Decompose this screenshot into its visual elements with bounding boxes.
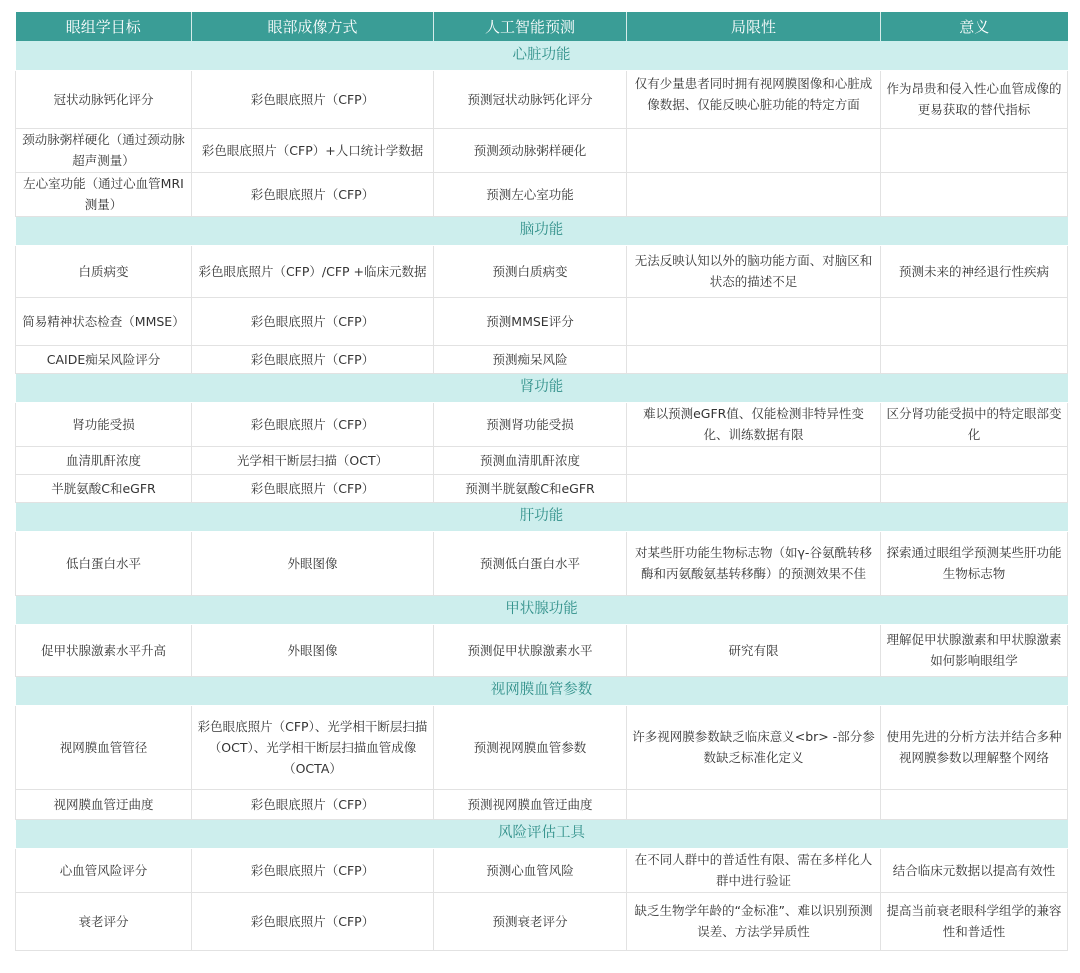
- imaging-cell: 彩色眼底照片（CFP）: [192, 345, 434, 373]
- target-cell: 左心室功能（通过心血管MRI测量）: [16, 172, 192, 216]
- limitation-cell: [627, 345, 881, 373]
- imaging-cell: 彩色眼底照片（CFP）: [192, 474, 434, 502]
- prediction-cell: 预测冠状动脉钙化评分: [434, 70, 627, 128]
- section-title: 脑功能: [16, 216, 1068, 245]
- section-row: [16, 595, 1068, 624]
- significance-cell: [881, 345, 1068, 373]
- table-row: [16, 789, 1068, 819]
- target-cell: 促甲状腺激素水平升高: [16, 624, 192, 676]
- imaging-cell: 彩色眼底照片（CFP）: [192, 70, 434, 128]
- header-target: 眼组学目标: [16, 12, 192, 41]
- significance-cell: 使用先进的分析方法并结合多种视网膜参数以理解整个网络: [881, 705, 1068, 789]
- prediction-cell: 预测痴呆风险: [434, 345, 627, 373]
- limitation-cell: 缺乏生物学年龄的“金标准”、难以识别预测误差、方法学异质性: [627, 892, 881, 950]
- section-title: 心脏功能: [16, 41, 1068, 70]
- table-row: [16, 128, 1068, 172]
- imaging-cell: 彩色眼底照片（CFP）: [192, 789, 434, 819]
- section-row: [16, 676, 1068, 705]
- prediction-cell: 预测肾功能受损: [434, 402, 627, 446]
- header-significance: 意义: [881, 12, 1068, 41]
- section-title: 肾功能: [16, 373, 1068, 402]
- table-row: [16, 624, 1068, 676]
- significance-cell: 结合临床元数据以提高有效性: [881, 848, 1068, 892]
- limitation-cell: [627, 70, 881, 128]
- table-row: [16, 70, 1068, 128]
- significance-cell: [881, 789, 1068, 819]
- table-row: [16, 172, 1068, 216]
- limitation-cell: [627, 128, 881, 172]
- target-cell: 白质病变: [16, 245, 192, 297]
- section-row: [16, 41, 1068, 70]
- section-title: 肝功能: [16, 502, 1068, 531]
- significance-cell: 理解促甲状腺激素和甲状腺激素如何影响眼组学: [881, 624, 1068, 676]
- prediction-cell: 预测视网膜血管参数: [434, 705, 627, 789]
- prediction-cell: 预测半胱氨酸C和eGFR: [434, 474, 627, 502]
- significance-cell: 提高当前衰老眼科学组学的兼容性和普适性: [881, 892, 1068, 950]
- limitation-cell: [627, 474, 881, 502]
- table-row: [16, 531, 1068, 595]
- prediction-cell: 预测颈动脉粥样硬化: [434, 128, 627, 172]
- cell-text: 仅有少量患者同时拥有视网膜图像和心脏成像数据、仅能反映心脏功能的特定方面: [634, 76, 873, 112]
- section-row: [16, 373, 1068, 402]
- prediction-cell: 预测低白蛋白水平: [434, 531, 627, 595]
- target-cell: 肾功能受损: [16, 402, 192, 446]
- imaging-cell: 外眼图像: [192, 531, 434, 595]
- table-row: [16, 402, 1068, 446]
- section-title: 甲状腺功能: [16, 595, 1068, 624]
- limitation-cell: [627, 172, 881, 216]
- prediction-cell: 预测白质病变: [434, 245, 627, 297]
- target-cell: 低白蛋白水平: [16, 531, 192, 595]
- target-cell: 颈动脉粥样硬化（通过颈动脉超声测量）: [16, 128, 192, 172]
- target-cell: 视网膜血管管径: [16, 705, 192, 789]
- table-row: [16, 848, 1068, 892]
- limitation-cell: 难以预测eGFR值、仅能检测非特异性变化、训练数据有限: [627, 402, 881, 446]
- limitation-cell: 无法反映认知以外的脑功能方面、对脑区和状态的描述不足: [627, 245, 881, 297]
- prediction-cell: 预测左心室功能: [434, 172, 627, 216]
- prediction-cell: 预测MMSE评分: [434, 297, 627, 345]
- limitation-cell: [627, 789, 881, 819]
- significance-cell: [881, 446, 1068, 474]
- table-row: [16, 345, 1068, 373]
- significance-cell: [881, 172, 1068, 216]
- header-ai-prediction: 人工智能预测: [434, 12, 627, 41]
- limitation-cell: 对某些肝功能生物标志物（如γ-谷氨酰转移酶和丙氨酸氨基转移酶）的预测效果不佳: [627, 531, 881, 595]
- limitation-cell: 在不同人群中的普适性有限、需在多样化人群中进行验证: [627, 848, 881, 892]
- imaging-cell: 外眼图像: [192, 624, 434, 676]
- section-title: 视网膜血管参数: [16, 676, 1068, 705]
- imaging-cell: 彩色眼底照片（CFP）、光学相干断层扫描（OCT）、光学相干断层扫描血管成像（OCTA）: [192, 705, 434, 789]
- significance-cell: [881, 128, 1068, 172]
- imaging-cell: 光学相干断层扫描（OCT）: [192, 446, 434, 474]
- imaging-cell: 彩色眼底照片（CFP）: [192, 848, 434, 892]
- target-cell: 血清肌酐浓度: [16, 446, 192, 474]
- section-row: [16, 819, 1068, 848]
- table-row: [16, 892, 1068, 950]
- section-title: 风险评估工具: [16, 819, 1068, 848]
- limitation-cell: 许多视网膜参数缺乏临床意义<br> -部分参数缺乏标准化定义: [627, 705, 881, 789]
- imaging-cell: 彩色眼底照片（CFP）: [192, 892, 434, 950]
- header-imaging: 眼部成像方式: [192, 12, 434, 41]
- prediction-cell: 预测心血管风险: [434, 848, 627, 892]
- section-row: [16, 502, 1068, 531]
- table-row: [16, 245, 1068, 297]
- target-cell: 衰老评分: [16, 892, 192, 950]
- table-row: [16, 446, 1068, 474]
- table-row: [16, 705, 1068, 789]
- header-row: [16, 12, 1068, 41]
- imaging-cell: 彩色眼底照片（CFP）: [192, 172, 434, 216]
- prediction-cell: 预测促甲状腺激素水平: [434, 624, 627, 676]
- significance-cell: [881, 297, 1068, 345]
- prediction-cell: 预测衰老评分: [434, 892, 627, 950]
- significance-cell: [881, 474, 1068, 502]
- limitation-cell: 研究有限: [627, 624, 881, 676]
- target-cell: 冠状动脉钙化评分: [16, 70, 192, 128]
- significance-cell: 作为昂贵和侵入性心血管成像的更易获取的替代指标: [881, 70, 1068, 128]
- table-row: [16, 297, 1068, 345]
- omics-table: [15, 12, 1068, 951]
- limitation-cell: [627, 297, 881, 345]
- limitation-cell: [627, 446, 881, 474]
- imaging-cell: 彩色眼底照片（CFP）: [192, 297, 434, 345]
- imaging-cell: 彩色眼底照片（CFP）/CFP +临床元数据: [192, 245, 434, 297]
- significance-cell: 预测未来的神经退行性疾病: [881, 245, 1068, 297]
- prediction-cell: 预测视网膜血管迂曲度: [434, 789, 627, 819]
- table-row: [16, 474, 1068, 502]
- target-cell: 心血管风险评分: [16, 848, 192, 892]
- target-cell: 半胱氨酸C和eGFR: [16, 474, 192, 502]
- section-row: [16, 216, 1068, 245]
- target-cell: 简易精神状态检查（MMSE）: [16, 297, 192, 345]
- prediction-cell: 预测血清肌酐浓度: [434, 446, 627, 474]
- significance-cell: 区分肾功能受损中的特定眼部变化: [881, 402, 1068, 446]
- significance-cell: 探索通过眼组学预测某些肝功能生物标志物: [881, 531, 1068, 595]
- imaging-cell: 彩色眼底照片（CFP）+人口统计学数据: [192, 128, 434, 172]
- imaging-cell: 彩色眼底照片（CFP）: [192, 402, 434, 446]
- target-cell: CAIDE痴呆风险评分: [16, 345, 192, 373]
- header-limitations: 局限性: [627, 12, 881, 41]
- target-cell: 视网膜血管迂曲度: [16, 789, 192, 819]
